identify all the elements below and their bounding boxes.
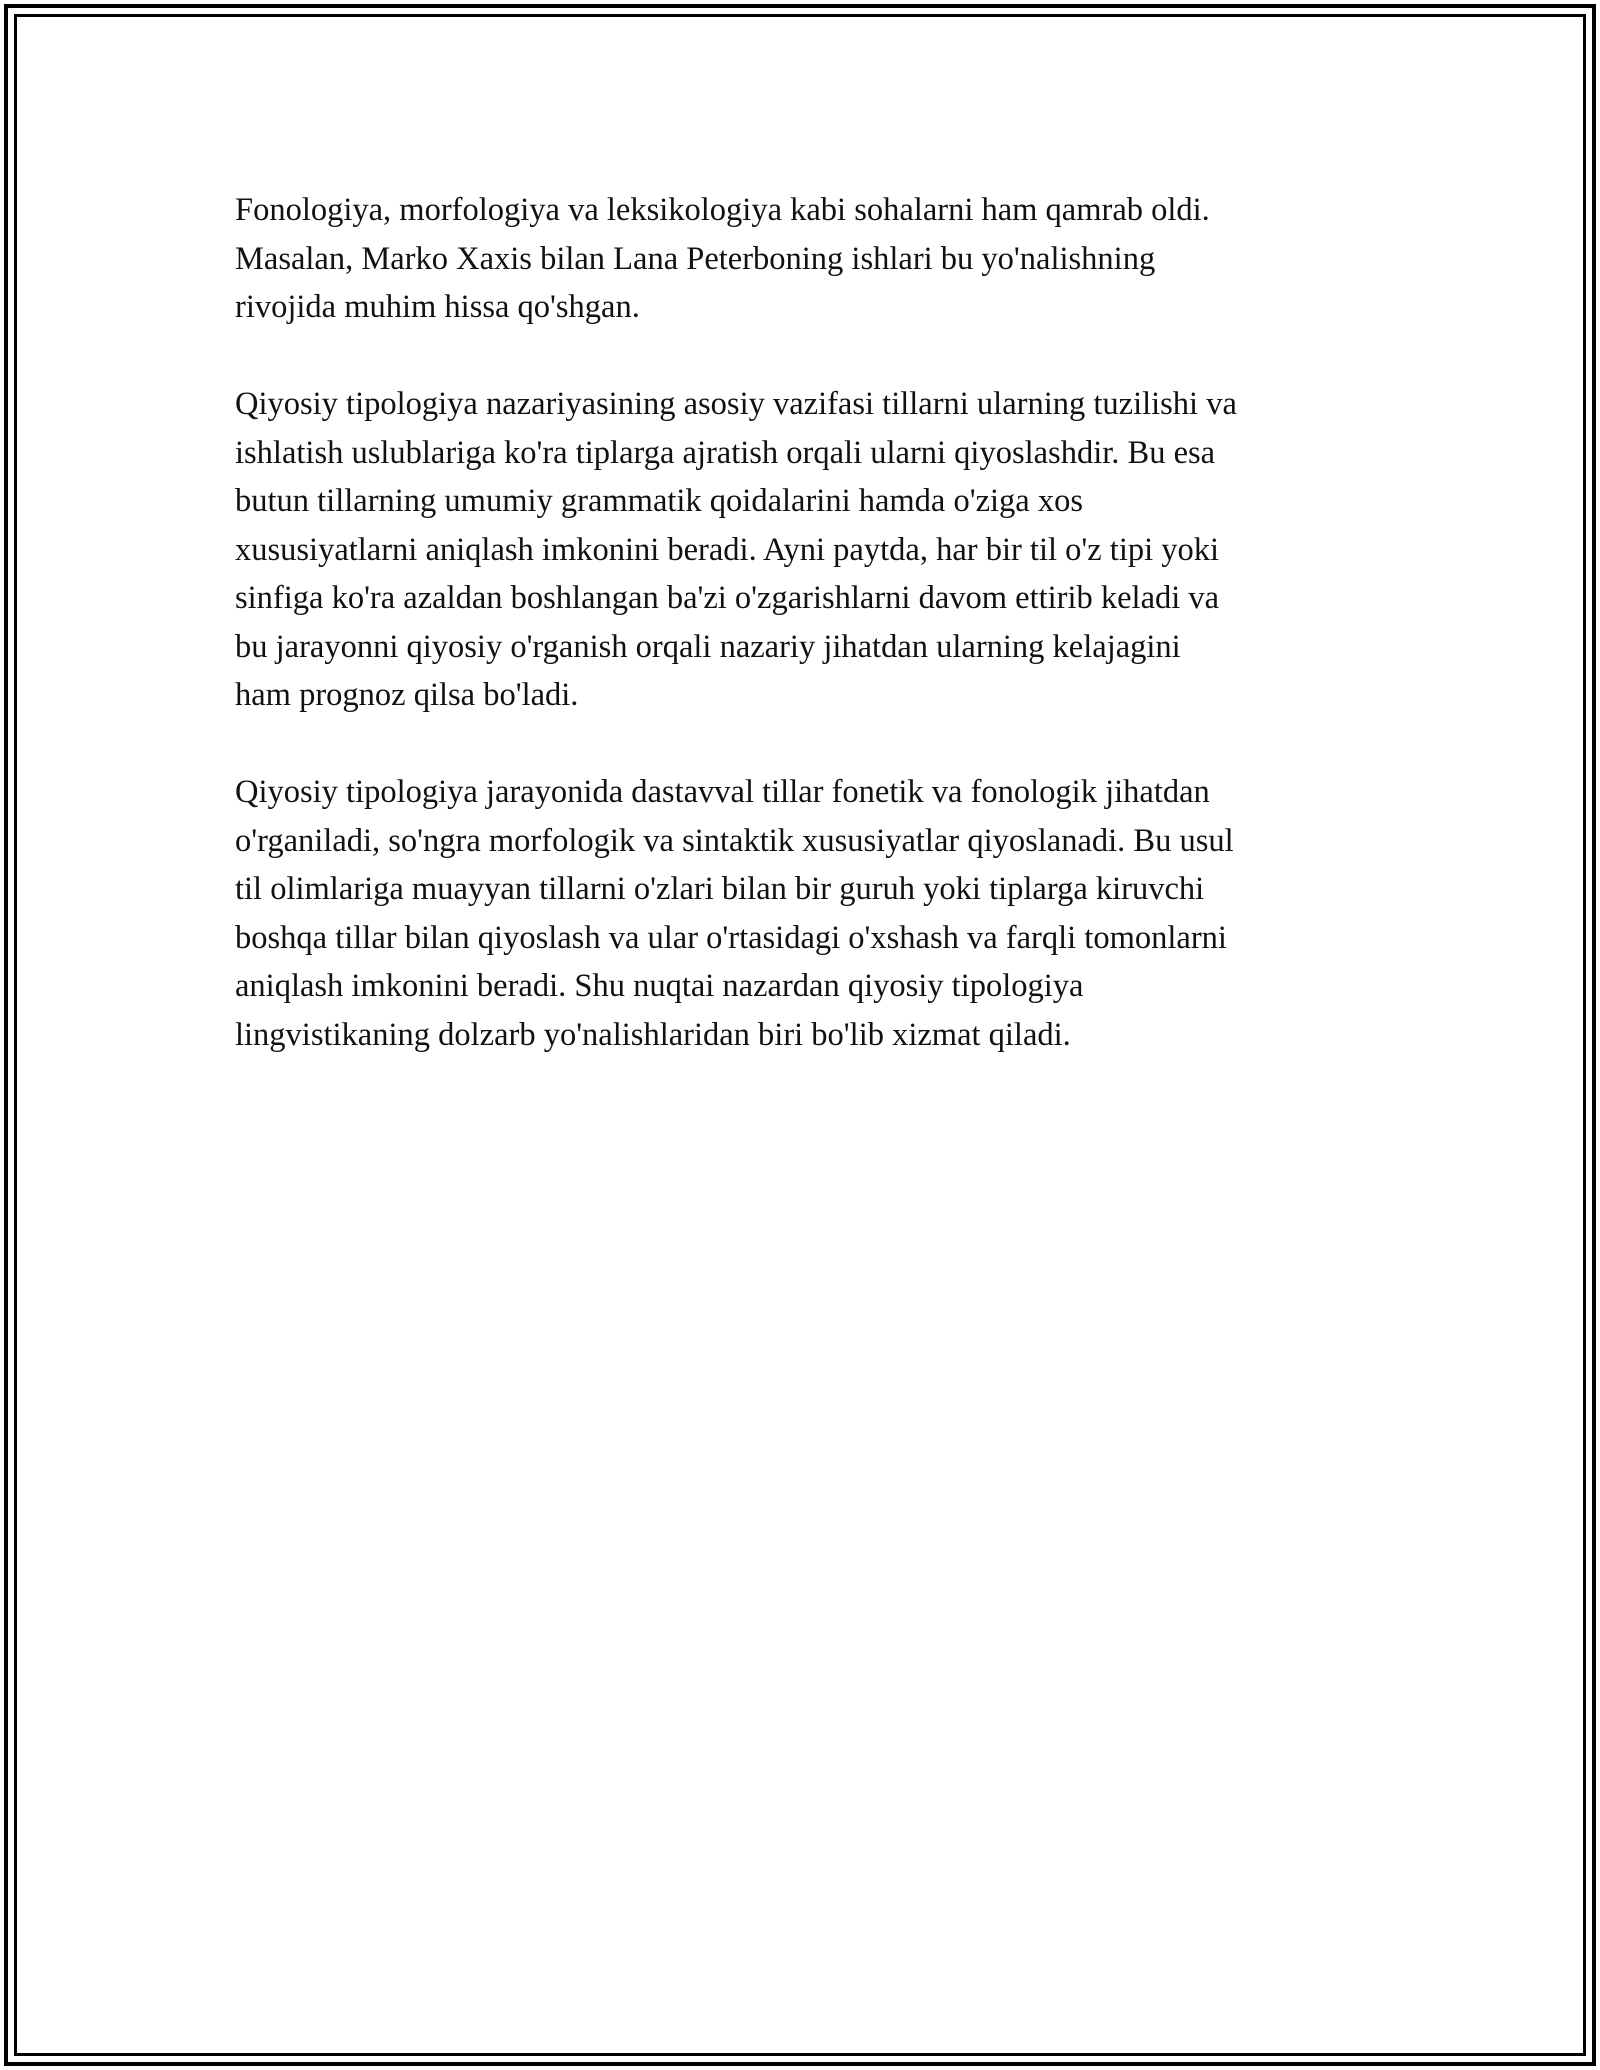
text-line: Qiyosiy tipologiya nazariyasining asosiy vazifasi tillarni ularning tuzilishi va (235, 386, 1237, 422)
paragraph-2 (235, 380, 1385, 720)
text-line: xususiyatlarni aniqlash imkonini beradi. Ayni paytda, har bir til o'z tipi yoki (235, 531, 1220, 568)
text-line: Fonologiya, morfologiya va leksikologiya kabi sohalarni ham qamrab oldi. (235, 192, 1210, 228)
paragraph-3 (235, 768, 1385, 1059)
paragraph-1 (235, 186, 1385, 332)
text-line: rivojida muhim hissa qo'shgan. (235, 289, 640, 325)
text-line: aniqlash imkonini beradi. Shu nuqtai nazardan qiyosiy tipologiya (235, 968, 1084, 1004)
text-line: butun tillarning umumiy grammatik qoidalarini hamda o'ziga xos (235, 483, 1083, 519)
text-line: til olimlariga muayyan tillarni o'zlari bilan bir guruh yoki tiplarga kiruvchi (235, 871, 1205, 907)
text-line: ham prognoz qilsa bo'ladi. (235, 677, 579, 713)
text-line: Masalan, Marko Xaxis bilan Lana Peterboning ishlari bu yo'nalishning (235, 240, 1156, 277)
text-line: boshqa tillar bilan qiyoslash va ular o'rtasidagi o'xshash va farqli tomonlarni (235, 919, 1227, 956)
document-body (235, 186, 1385, 1108)
text-line: lingvistikaning dolzarb yo'nalishlaridan biri bo'lib xizmat qiladi. (235, 1016, 1071, 1053)
text-line: o'rganiladi, so'ngra morfologik va sintaktik xususiyatlar qiyoslanadi. Bu usul (235, 822, 1234, 859)
text-line: Qiyosiy tipologiya jarayonida dastavval tillar fonetik va fonologik jihatdan (235, 774, 1210, 810)
text-line: sinfiga ko'ra azaldan boshlangan ba'zi o'zgarishlarni davom ettirib keladi va (235, 580, 1220, 616)
text-line: ishlatish uslublariga ko'ra tiplarga ajratish orqali ularni qiyoslashdir. Bu esa (235, 434, 1216, 471)
text-line: bu jarayonni qiyosiy o'rganish orqali nazariy jihatdan ularning kelajagini (235, 628, 1181, 665)
